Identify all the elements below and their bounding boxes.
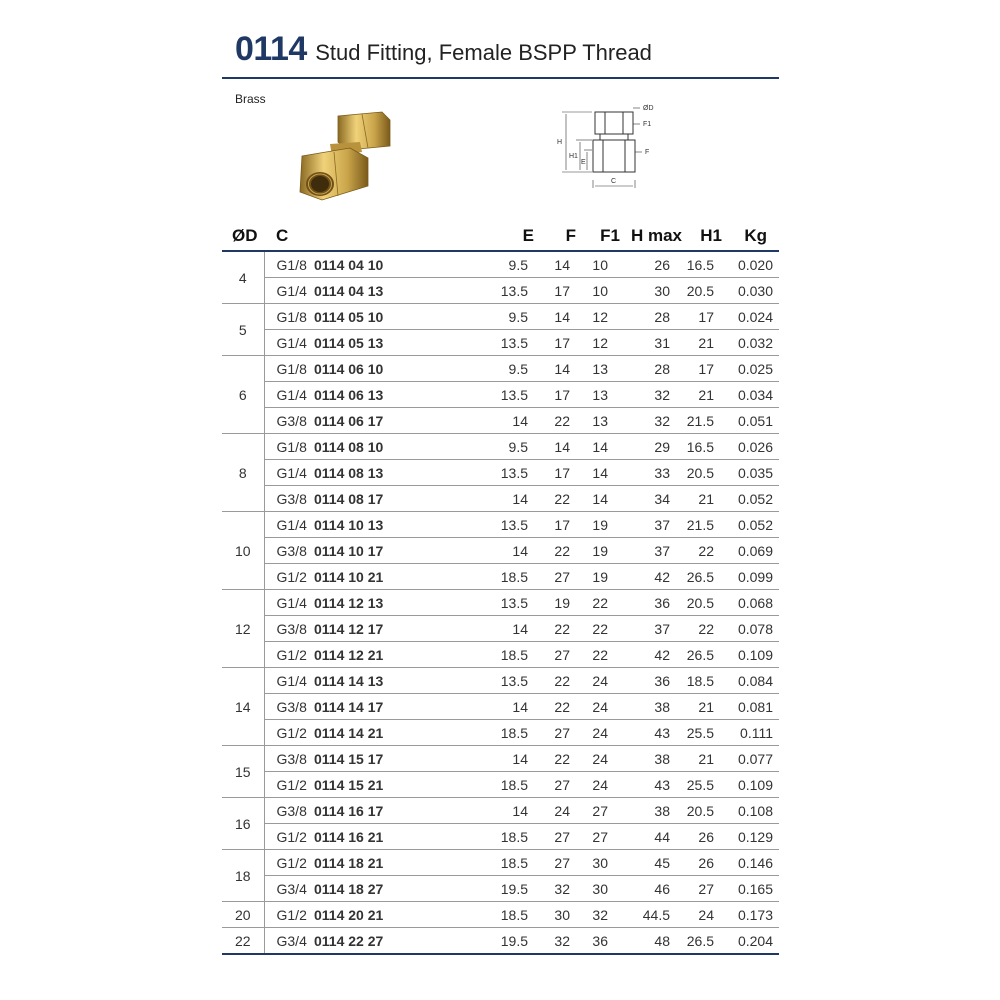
f-cell: 17 [534, 278, 576, 304]
svg-text:H1: H1 [569, 153, 578, 160]
thread-cell: G3/8 [264, 538, 314, 564]
f-cell: 27 [534, 642, 576, 668]
f1-cell: 12 [576, 304, 620, 330]
reference-cell: 0114 04 10 [314, 251, 494, 278]
f-cell: 22 [534, 668, 576, 694]
kg-cell: 0.081 [722, 694, 779, 720]
table-row [222, 356, 779, 382]
hmax-cell: 42 [620, 564, 682, 590]
e-cell: 13.5 [494, 460, 534, 486]
h1-cell: 20.5 [682, 278, 722, 304]
f1-cell: 24 [576, 746, 620, 772]
e-cell: 14 [494, 746, 534, 772]
hmax-cell: 37 [620, 538, 682, 564]
f-cell: 22 [534, 746, 576, 772]
svg-text:E: E [581, 159, 586, 166]
kg-cell: 0.084 [722, 668, 779, 694]
kg-cell: 0.025 [722, 356, 779, 382]
reference-cell: 0114 18 21 [314, 850, 494, 876]
h1-cell: 22 [682, 616, 722, 642]
table-row [222, 408, 779, 434]
hmax-cell: 43 [620, 720, 682, 746]
table-row [222, 382, 779, 408]
e-cell: 14 [494, 538, 534, 564]
reference-cell: 0114 18 27 [314, 876, 494, 902]
f-cell: 32 [534, 876, 576, 902]
kg-cell: 0.108 [722, 798, 779, 824]
hmax-cell: 33 [620, 460, 682, 486]
thread-cell: G1/8 [264, 304, 314, 330]
hmax-cell: 43 [620, 772, 682, 798]
kg-cell: 0.026 [722, 434, 779, 460]
table-header-row [222, 222, 779, 251]
f1-cell: 13 [576, 356, 620, 382]
hmax-cell: 45 [620, 850, 682, 876]
reference-cell: 0114 15 21 [314, 772, 494, 798]
f1-cell: 22 [576, 642, 620, 668]
diameter-cell: 22 [222, 928, 264, 955]
e-cell: 13.5 [494, 590, 534, 616]
f1-cell: 30 [576, 876, 620, 902]
e-cell: 18.5 [494, 850, 534, 876]
f-cell: 22 [534, 408, 576, 434]
diameter-cell: 6 [222, 356, 264, 434]
f1-cell: 27 [576, 798, 620, 824]
h1-cell: 21.5 [682, 512, 722, 538]
kg-cell: 0.165 [722, 876, 779, 902]
hmax-cell: 38 [620, 798, 682, 824]
reference-cell: 0114 14 13 [314, 668, 494, 694]
e-cell: 14 [494, 486, 534, 512]
hmax-cell: 37 [620, 512, 682, 538]
h1-cell: 25.5 [682, 720, 722, 746]
hmax-cell: 28 [620, 304, 682, 330]
col-header-hmax: H max [620, 222, 682, 251]
thread-cell: G1/2 [264, 850, 314, 876]
h1-cell: 20.5 [682, 460, 722, 486]
h1-cell: 21 [682, 486, 722, 512]
e-cell: 14 [494, 408, 534, 434]
hmax-cell: 29 [620, 434, 682, 460]
f-cell: 17 [534, 460, 576, 486]
h1-cell: 20.5 [682, 798, 722, 824]
kg-cell: 0.051 [722, 408, 779, 434]
h1-cell: 25.5 [682, 772, 722, 798]
table-row [222, 642, 779, 668]
thread-cell: G3/4 [264, 876, 314, 902]
h1-cell: 21 [682, 382, 722, 408]
table-row [222, 434, 779, 460]
thread-cell: G1/8 [264, 356, 314, 382]
hmax-cell: 32 [620, 382, 682, 408]
hmax-cell: 36 [620, 590, 682, 616]
f-cell: 27 [534, 564, 576, 590]
f-cell: 22 [534, 538, 576, 564]
diameter-cell: 16 [222, 798, 264, 850]
f-cell: 22 [534, 616, 576, 642]
col-header-h1: H1 [682, 222, 722, 251]
table-row [222, 590, 779, 616]
kg-cell: 0.034 [722, 382, 779, 408]
diameter-cell: 18 [222, 850, 264, 902]
reference-cell: 0114 20 21 [314, 902, 494, 928]
e-cell: 13.5 [494, 278, 534, 304]
thread-cell: G1/2 [264, 564, 314, 590]
e-cell: 13.5 [494, 330, 534, 356]
table-row [222, 798, 779, 824]
reference-cell: 0114 12 21 [314, 642, 494, 668]
f-cell: 14 [534, 251, 576, 278]
f1-cell: 14 [576, 486, 620, 512]
kg-cell: 0.109 [722, 642, 779, 668]
table-row [222, 928, 779, 955]
h1-cell: 26.5 [682, 564, 722, 590]
hmax-cell: 46 [620, 876, 682, 902]
f1-cell: 22 [576, 616, 620, 642]
f-cell: 17 [534, 512, 576, 538]
e-cell: 9.5 [494, 251, 534, 278]
reference-cell: 0114 08 17 [314, 486, 494, 512]
f1-cell: 27 [576, 824, 620, 850]
hmax-cell: 28 [620, 356, 682, 382]
table-row [222, 876, 779, 902]
hmax-cell: 48 [620, 928, 682, 955]
table-row [222, 616, 779, 642]
col-header-f: F [534, 222, 576, 251]
reference-cell: 0114 10 21 [314, 564, 494, 590]
h1-cell: 17 [682, 356, 722, 382]
hmax-cell: 26 [620, 251, 682, 278]
kg-cell: 0.099 [722, 564, 779, 590]
fitting-photo [290, 108, 400, 208]
table-row [222, 746, 779, 772]
thread-cell: G1/4 [264, 590, 314, 616]
svg-text:F: F [645, 149, 650, 156]
table-row [222, 512, 779, 538]
svg-text:C: C [611, 178, 617, 185]
table-row [222, 824, 779, 850]
reference-cell: 0114 14 21 [314, 720, 494, 746]
thread-cell: G3/8 [264, 408, 314, 434]
reference-cell: 0114 16 17 [314, 798, 494, 824]
kg-cell: 0.111 [722, 720, 779, 746]
f1-cell: 14 [576, 460, 620, 486]
e-cell: 9.5 [494, 356, 534, 382]
reference-cell: 0114 05 10 [314, 304, 494, 330]
thread-cell: G1/2 [264, 772, 314, 798]
reference-cell: 0114 06 17 [314, 408, 494, 434]
h1-cell: 21 [682, 746, 722, 772]
table-row [222, 460, 779, 486]
page-title [235, 30, 652, 69]
table-row [222, 720, 779, 746]
thread-cell: G1/4 [264, 512, 314, 538]
svg-text:F1: F1 [643, 121, 652, 128]
reference-cell: 0114 14 17 [314, 694, 494, 720]
svg-text:H: H [557, 139, 563, 146]
table-row [222, 772, 779, 798]
thread-cell: G3/8 [264, 746, 314, 772]
thread-cell: G1/4 [264, 330, 314, 356]
reference-cell: 0114 10 17 [314, 538, 494, 564]
thread-cell: G3/4 [264, 928, 314, 955]
title-divider [222, 77, 779, 79]
table-body [222, 251, 779, 954]
h1-cell: 26 [682, 850, 722, 876]
reference-cell: 0114 12 13 [314, 590, 494, 616]
reference-cell: 0114 12 17 [314, 616, 494, 642]
h1-cell: 21.5 [682, 408, 722, 434]
e-cell: 14 [494, 616, 534, 642]
col-header-od: ØD [222, 222, 264, 251]
f-cell: 19 [534, 590, 576, 616]
e-cell: 18.5 [494, 642, 534, 668]
kg-cell: 0.129 [722, 824, 779, 850]
hmax-cell: 38 [620, 746, 682, 772]
f1-cell: 19 [576, 538, 620, 564]
diameter-cell: 15 [222, 746, 264, 798]
f1-cell: 14 [576, 434, 620, 460]
h1-cell: 22 [682, 538, 722, 564]
f-cell: 17 [534, 330, 576, 356]
e-cell: 13.5 [494, 382, 534, 408]
f1-cell: 10 [576, 278, 620, 304]
reference-cell: 0114 22 27 [314, 928, 494, 955]
kg-cell: 0.077 [722, 746, 779, 772]
diameter-cell: 5 [222, 304, 264, 356]
f-cell: 14 [534, 356, 576, 382]
h1-cell: 20.5 [682, 590, 722, 616]
h1-cell: 17 [682, 304, 722, 330]
thread-cell: G1/4 [264, 460, 314, 486]
h1-cell: 27 [682, 876, 722, 902]
h1-cell: 16.5 [682, 251, 722, 278]
material-label: Brass [235, 92, 266, 106]
kg-cell: 0.173 [722, 902, 779, 928]
f1-cell: 22 [576, 590, 620, 616]
f-cell: 17 [534, 382, 576, 408]
reference-cell: 0114 08 10 [314, 434, 494, 460]
thread-cell: G3/8 [264, 486, 314, 512]
thread-cell: G3/8 [264, 798, 314, 824]
reference-cell: 0114 10 13 [314, 512, 494, 538]
e-cell: 18.5 [494, 772, 534, 798]
kg-cell: 0.109 [722, 772, 779, 798]
reference-cell: 0114 05 13 [314, 330, 494, 356]
thread-cell: G1/4 [264, 382, 314, 408]
table-row [222, 902, 779, 928]
e-cell: 18.5 [494, 564, 534, 590]
f-cell: 27 [534, 772, 576, 798]
e-cell: 14 [494, 798, 534, 824]
f-cell: 27 [534, 850, 576, 876]
diameter-cell: 12 [222, 590, 264, 668]
kg-cell: 0.069 [722, 538, 779, 564]
col-header-f1: F1 [576, 222, 620, 251]
table-row [222, 694, 779, 720]
h1-cell: 18.5 [682, 668, 722, 694]
kg-cell: 0.204 [722, 928, 779, 955]
f1-cell: 13 [576, 382, 620, 408]
hmax-cell: 44.5 [620, 902, 682, 928]
h1-cell: 24 [682, 902, 722, 928]
diameter-cell: 8 [222, 434, 264, 512]
hmax-cell: 34 [620, 486, 682, 512]
diameter-cell: 14 [222, 668, 264, 746]
diameter-cell: 10 [222, 512, 264, 590]
f1-cell: 10 [576, 251, 620, 278]
reference-cell: 0114 15 17 [314, 746, 494, 772]
f-cell: 24 [534, 798, 576, 824]
svg-text:ØD: ØD [643, 105, 654, 112]
kg-cell: 0.052 [722, 512, 779, 538]
hmax-cell: 36 [620, 668, 682, 694]
f1-cell: 19 [576, 512, 620, 538]
col-header-ref [314, 222, 494, 251]
e-cell: 18.5 [494, 902, 534, 928]
h1-cell: 26.5 [682, 928, 722, 955]
thread-cell: G1/2 [264, 902, 314, 928]
table-row [222, 850, 779, 876]
f1-cell: 30 [576, 850, 620, 876]
f-cell: 30 [534, 902, 576, 928]
kg-cell: 0.146 [722, 850, 779, 876]
f-cell: 27 [534, 720, 576, 746]
kg-cell: 0.024 [722, 304, 779, 330]
table-row [222, 251, 779, 278]
h1-cell: 26 [682, 824, 722, 850]
h1-cell: 21 [682, 694, 722, 720]
hmax-cell: 37 [620, 616, 682, 642]
f-cell: 14 [534, 434, 576, 460]
e-cell: 19.5 [494, 928, 534, 955]
kg-cell: 0.078 [722, 616, 779, 642]
f-cell: 32 [534, 928, 576, 955]
hmax-cell: 31 [620, 330, 682, 356]
product-name: Stud Fitting, Female BSPP Thread [315, 40, 652, 65]
col-header-c: C [264, 222, 314, 251]
thread-cell: G1/4 [264, 668, 314, 694]
f1-cell: 24 [576, 694, 620, 720]
thread-cell: G3/8 [264, 616, 314, 642]
table-row [222, 538, 779, 564]
f-cell: 22 [534, 486, 576, 512]
f1-cell: 24 [576, 668, 620, 694]
hmax-cell: 44 [620, 824, 682, 850]
hmax-cell: 32 [620, 408, 682, 434]
table-row [222, 278, 779, 304]
table-row [222, 668, 779, 694]
e-cell: 14 [494, 694, 534, 720]
hmax-cell: 30 [620, 278, 682, 304]
table-row [222, 564, 779, 590]
hmax-cell: 38 [620, 694, 682, 720]
thread-cell: G1/8 [264, 434, 314, 460]
reference-cell: 0114 06 10 [314, 356, 494, 382]
f1-cell: 13 [576, 408, 620, 434]
f-cell: 14 [534, 304, 576, 330]
kg-cell: 0.020 [722, 251, 779, 278]
reference-cell: 0114 08 13 [314, 460, 494, 486]
table-row [222, 330, 779, 356]
product-code: 0114 [235, 30, 307, 68]
f1-cell: 36 [576, 928, 620, 955]
f-cell: 22 [534, 694, 576, 720]
thread-cell: G1/8 [264, 251, 314, 278]
f1-cell: 19 [576, 564, 620, 590]
f1-cell: 32 [576, 902, 620, 928]
table-row [222, 304, 779, 330]
e-cell: 9.5 [494, 304, 534, 330]
h1-cell: 26.5 [682, 642, 722, 668]
e-cell: 13.5 [494, 512, 534, 538]
reference-cell: 0114 16 21 [314, 824, 494, 850]
diameter-cell: 20 [222, 902, 264, 928]
kg-cell: 0.068 [722, 590, 779, 616]
h1-cell: 21 [682, 330, 722, 356]
thread-cell: G1/2 [264, 720, 314, 746]
f1-cell: 24 [576, 772, 620, 798]
kg-cell: 0.052 [722, 486, 779, 512]
thread-cell: G1/2 [264, 824, 314, 850]
e-cell: 19.5 [494, 876, 534, 902]
diameter-cell: 4 [222, 251, 264, 304]
table-row [222, 486, 779, 512]
reference-cell: 0114 04 13 [314, 278, 494, 304]
e-cell: 13.5 [494, 668, 534, 694]
e-cell: 18.5 [494, 824, 534, 850]
technical-drawing [540, 100, 670, 195]
thread-cell: G1/4 [264, 278, 314, 304]
f1-cell: 24 [576, 720, 620, 746]
kg-cell: 0.030 [722, 278, 779, 304]
h1-cell: 16.5 [682, 434, 722, 460]
col-header-e: E [494, 222, 534, 251]
kg-cell: 0.035 [722, 460, 779, 486]
e-cell: 9.5 [494, 434, 534, 460]
kg-cell: 0.032 [722, 330, 779, 356]
f-cell: 27 [534, 824, 576, 850]
thread-cell: G3/8 [264, 694, 314, 720]
reference-cell: 0114 06 13 [314, 382, 494, 408]
f1-cell: 12 [576, 330, 620, 356]
thread-cell: G1/2 [264, 642, 314, 668]
e-cell: 18.5 [494, 720, 534, 746]
spec-table [222, 222, 779, 955]
col-header-kg: Kg [722, 222, 779, 251]
hmax-cell: 42 [620, 642, 682, 668]
